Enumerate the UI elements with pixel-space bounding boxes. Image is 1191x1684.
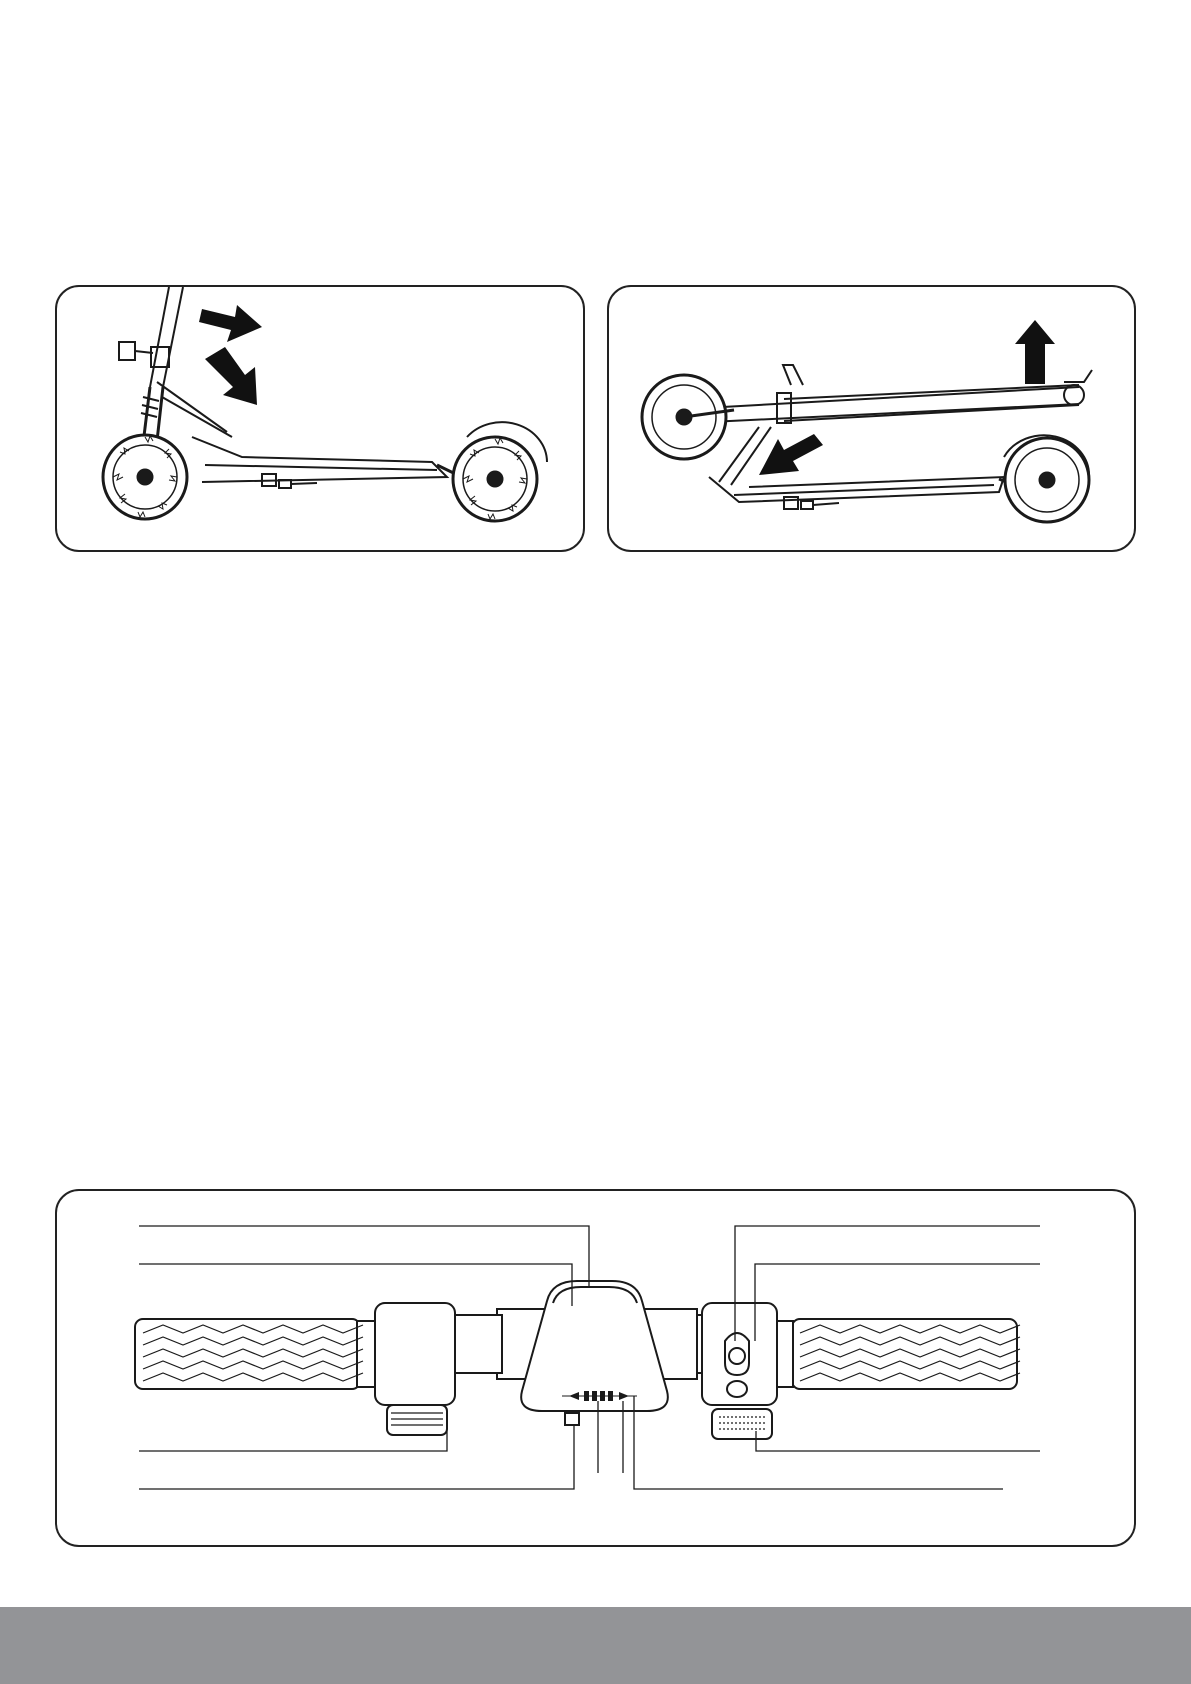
footer-band [0, 1607, 1191, 1684]
scooter-folded-illustration [609, 287, 1134, 550]
right-grip [792, 1319, 1017, 1389]
callout-line-4 [139, 1425, 574, 1489]
arrow-up-icon [1015, 320, 1055, 384]
callout-line-1 [139, 1226, 589, 1286]
left-grip [135, 1319, 360, 1389]
power-button [729, 1348, 745, 1364]
bell [387, 1405, 447, 1435]
mode-button [727, 1381, 747, 1397]
figure-panel-fold [607, 285, 1136, 552]
scooter-unfolded-illustration [57, 287, 583, 550]
arrow-right-icon [199, 305, 262, 342]
left-brake-housing [375, 1303, 455, 1405]
handlebar-illustration [57, 1191, 1134, 1545]
callout-line-10 [756, 1431, 1040, 1451]
callout-line-2 [139, 1264, 572, 1306]
arrow-down-right-icon [205, 347, 257, 405]
callout-line-7 [634, 1396, 1003, 1489]
charge-port [565, 1413, 579, 1425]
figure-panel-handlebar [55, 1189, 1136, 1547]
figure-panel-unfold [55, 285, 585, 552]
throttle-lever [712, 1409, 772, 1439]
arrow-down-left-icon [759, 434, 823, 475]
